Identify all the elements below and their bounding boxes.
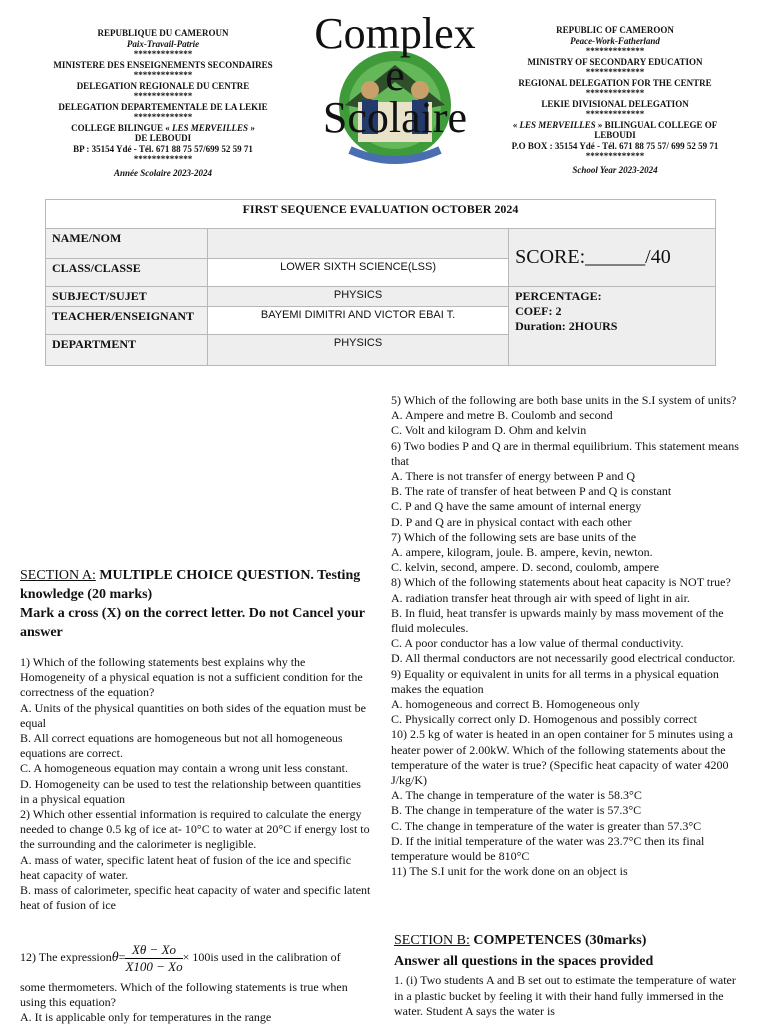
left-question-line[interactable]: A. mass of water, specific latent heat of fusion of the ice and specific heat capacity of water. bbox=[20, 852, 352, 882]
logo-title-line3: Scolaire bbox=[322, 93, 468, 142]
right-question-line[interactable]: A. The change in temperature of the water is 58.3°C bbox=[391, 788, 642, 803]
ministry-fr: MINISTERE DES ENSEIGNEMENTS SECONDAIRES bbox=[53, 59, 273, 70]
stars: ************* bbox=[585, 67, 645, 77]
college-fr: COLLEGE BILINGUE « LES MERVEILLES » DE LEBOUDI bbox=[71, 122, 255, 143]
section-a-instruction: Mark a cross (X) on the correct letter. Do not Cancel your answer bbox=[20, 606, 365, 640]
subject-label: SUBJECT/SUJET bbox=[46, 287, 208, 307]
right-question-line: 6) Two bodies P and Q are in thermal equilibrium. This statement means that bbox=[391, 438, 739, 468]
regional-fr: DELEGATION REGIONALE DU CENTRE bbox=[76, 80, 250, 91]
stars: ************* bbox=[585, 88, 645, 98]
score-text: SCORE:______/40 bbox=[515, 246, 671, 268]
section-b-heading bbox=[394, 931, 744, 950]
stars: ************* bbox=[133, 49, 193, 59]
header-right bbox=[500, 25, 730, 175]
class-value: LOWER SIXTH SCIENCE(LSS) bbox=[207, 259, 508, 287]
left-question-line[interactable]: C. A homogeneous equation may contain a wrong unit less constant. bbox=[20, 761, 348, 776]
q12-fraction bbox=[125, 942, 182, 975]
q12-numerator: Xθ − Xo bbox=[125, 942, 182, 959]
q12-denominator: X100 − Xo bbox=[125, 958, 183, 974]
right-question-line[interactable]: D. All thermal conductors are not necessarily good electrical conductor. bbox=[391, 651, 736, 666]
right-question-line[interactable]: C. The change in temperature of the water is greater than 57.3°C bbox=[391, 818, 702, 833]
left-questions bbox=[20, 655, 372, 933]
score-cell bbox=[509, 229, 716, 287]
section-b-title: COMPETENCES (30marks) bbox=[469, 933, 647, 948]
regional-en: REGIONAL DELEGATION FOR THE CENTRE bbox=[518, 77, 712, 88]
coef-text: COEF: 2 bbox=[515, 304, 562, 318]
left-question-line[interactable]: D. Homogeneity can be used to test the relationship between quantities in a physical equation bbox=[20, 776, 361, 806]
right-question-line[interactable]: B. The change in temperature of the water is 57.3°C bbox=[391, 803, 642, 818]
stars: ************* bbox=[585, 46, 645, 56]
logo-title-line1: Complex bbox=[314, 9, 476, 58]
section-a-label: SECTION A: bbox=[20, 568, 96, 583]
teacher-value: BAYEMI DIMITRI AND VICTOR EBAI T. bbox=[207, 307, 508, 335]
right-question-line: 8) Which of the following statements about heat capacity is NOT true? bbox=[391, 575, 731, 590]
school-year-en: School Year 2023-2024 bbox=[572, 164, 658, 175]
motto-en: Peace-Work-Fatherland bbox=[570, 35, 660, 46]
q12-expression: 12) The expression θ = $\frac{X\theta - Xo}{X100 - Xo}$ × 100 is used in the calibration of bbox=[20, 941, 341, 974]
right-question-line: 7) Which of the following sets are base units of the bbox=[391, 529, 637, 544]
section-b-instruction: Answer all questions in the spaces provided bbox=[394, 954, 654, 969]
meta-cell bbox=[509, 287, 716, 366]
republic-fr: REPUBLIQUE DU CAMEROUN bbox=[97, 28, 229, 38]
right-question-line[interactable]: D. P and Q are in physical contact with each other bbox=[391, 514, 632, 529]
stars: ************* bbox=[133, 112, 193, 122]
theta-symbol: θ bbox=[111, 950, 119, 966]
info-table bbox=[45, 199, 716, 366]
percentage-label: PERCENTAGE: bbox=[515, 289, 602, 303]
divisional-fr: DELEGATION DEPARTEMENTALE DE LA LEKIE bbox=[58, 101, 268, 112]
contact-fr: BP : 35154 Ydé - Tél. 671 88 75 57/699 52 59 71 bbox=[73, 143, 253, 154]
college-en: « LES MERVEILLES » BILINGUAL COLLEGE OF LEBOUDI bbox=[512, 119, 718, 140]
section-a-title: MULTIPLE CHOICE QUESTION. Testing knowledge (20 marks) bbox=[20, 568, 361, 602]
left-question-line[interactable]: B. All correct equations are homogeneous but not all homogeneous equations are correct. bbox=[20, 731, 343, 761]
right-question-line: 11) The S.I unit for the work done on an object is bbox=[391, 864, 628, 879]
class-label: CLASS/CLASSE bbox=[46, 259, 208, 287]
contact-en: P.O BOX : 35154 Ydé - Tél. 671 88 75 57/ 699 52 59 71 bbox=[511, 140, 719, 151]
department-label: DEPARTMENT bbox=[46, 335, 208, 366]
right-question-line[interactable]: C. A poor conductor has a low value of thermal conductivity. bbox=[391, 636, 684, 651]
duration-text: Duration: 2HOURS bbox=[515, 319, 618, 333]
teacher-label: TEACHER/ENSEIGNANT bbox=[46, 307, 208, 335]
name-label: NAME/NOM bbox=[46, 229, 208, 259]
right-question-line[interactable]: B. In fluid, heat transfer is upwards mainly by mass movement of the fluid molecules. bbox=[391, 605, 724, 636]
section-b-label: SECTION B: bbox=[394, 933, 470, 948]
right-questions bbox=[391, 393, 743, 929]
subject-value: PHYSICS bbox=[207, 287, 508, 307]
right-question-line[interactable]: A. ampere, kilogram, joule. B. ampere, kevin, newton. bbox=[391, 545, 653, 560]
school-logo bbox=[300, 10, 490, 170]
right-question-line[interactable]: A. Ampere and metre B. Coulomb and second bbox=[391, 408, 613, 423]
right-question-line[interactable]: C. Physically correct only D. Homogenous and possibly correct bbox=[391, 712, 697, 727]
right-question-line[interactable]: D. If the initial temperature of the water was 23.7°C then its final temperature would be 810°C bbox=[391, 833, 705, 864]
right-question-line[interactable]: C. kelvin, second, ampere. D. second, coulomb, ampere bbox=[391, 560, 659, 575]
divisional-en: LEKIE DIVISIONAL DELEGATION bbox=[541, 98, 689, 109]
stars: ************* bbox=[585, 109, 645, 119]
section-b bbox=[394, 931, 744, 1024]
section-b-question-1: 1. (i) Two students A and B set out to estimate the temperature of water in a plastic bucket by feeling it with their hand fully immersed in the water. Student A says the water is bbox=[394, 973, 736, 1018]
ministry-en: MINISTRY OF SECONDARY EDUCATION bbox=[527, 56, 703, 67]
stars: ************* bbox=[585, 151, 645, 161]
logo-title-line2: e bbox=[385, 51, 405, 100]
question-12 bbox=[20, 937, 372, 1024]
logo-title bbox=[300, 9, 490, 142]
stars: ************* bbox=[133, 91, 193, 101]
motto-fr: Paix-Travail-Patrie bbox=[126, 38, 200, 49]
right-question-line[interactable]: A. radiation transfer heat through air with speed of light in air. bbox=[391, 590, 690, 605]
stars: ************* bbox=[133, 154, 193, 164]
right-question-line[interactable]: C. Volt and kilogram D. Ohm and kelvin bbox=[391, 423, 587, 438]
left-question-line[interactable]: B. mass of calorimeter, specific heat capacity of water and specific latent heat of fusion of ice bbox=[20, 883, 371, 913]
right-question-line[interactable]: C. P and Q have the same amount of internal energy bbox=[391, 499, 642, 514]
q12-continued: some thermometers. Which of the following statements is true when using this equation? bbox=[20, 980, 348, 1010]
left-question-line[interactable]: A. Units of the physical quantities on both sides of the equation must be equal bbox=[20, 700, 366, 730]
right-question-line[interactable]: A. There is not transfer of energy between P and Q bbox=[391, 469, 636, 484]
right-question-line[interactable]: B. The rate of transfer of heat between P and Q is constant bbox=[391, 484, 672, 499]
evaluation-title: FIRST SEQUENCE EVALUATION OCTOBER 2024 bbox=[46, 200, 716, 229]
right-question-line: 9) Equality or equivalent in units for all terms in a physical equation makes the equation bbox=[391, 666, 719, 696]
right-question-line: 10) 2.5 kg of water is heated in an open container for 5 minutes using a heater power of 2.00kW. Which of the following statements about the temperature of the water is true? (Specific heat capacity of water 4200 J/kg/K) bbox=[391, 727, 733, 788]
header-left bbox=[48, 28, 278, 178]
school-year-fr: Année Scolaire 2023-2024 bbox=[114, 167, 212, 178]
name-field[interactable] bbox=[207, 229, 508, 259]
left-question-line: 1) Which of the following statements best explains why the Homogeneity of a physical equation is not a sufficient condition for the correctness of the equation? bbox=[20, 655, 363, 700]
republic-en: REPUBLIC OF CAMEROON bbox=[556, 25, 674, 35]
left-question-line: 2) Which other essential information is required to calculate the energy needed to change 0.5 kg of ice at- 10°C to water at 20°C if energy lost to the surrounding and the calorimeter is negligible. bbox=[20, 807, 370, 852]
stars: ************* bbox=[133, 70, 193, 80]
right-question-line[interactable]: A. homogeneous and correct B. Homogeneous only bbox=[391, 697, 640, 712]
department-value: PHYSICS bbox=[207, 335, 508, 366]
q12-option-a: A. It is applicable only for temperatures in the range bbox=[20, 1010, 272, 1024]
right-question-line: 5) Which of the following are both base units in the S.I system of units? bbox=[391, 393, 737, 407]
section-a-heading bbox=[20, 566, 370, 642]
